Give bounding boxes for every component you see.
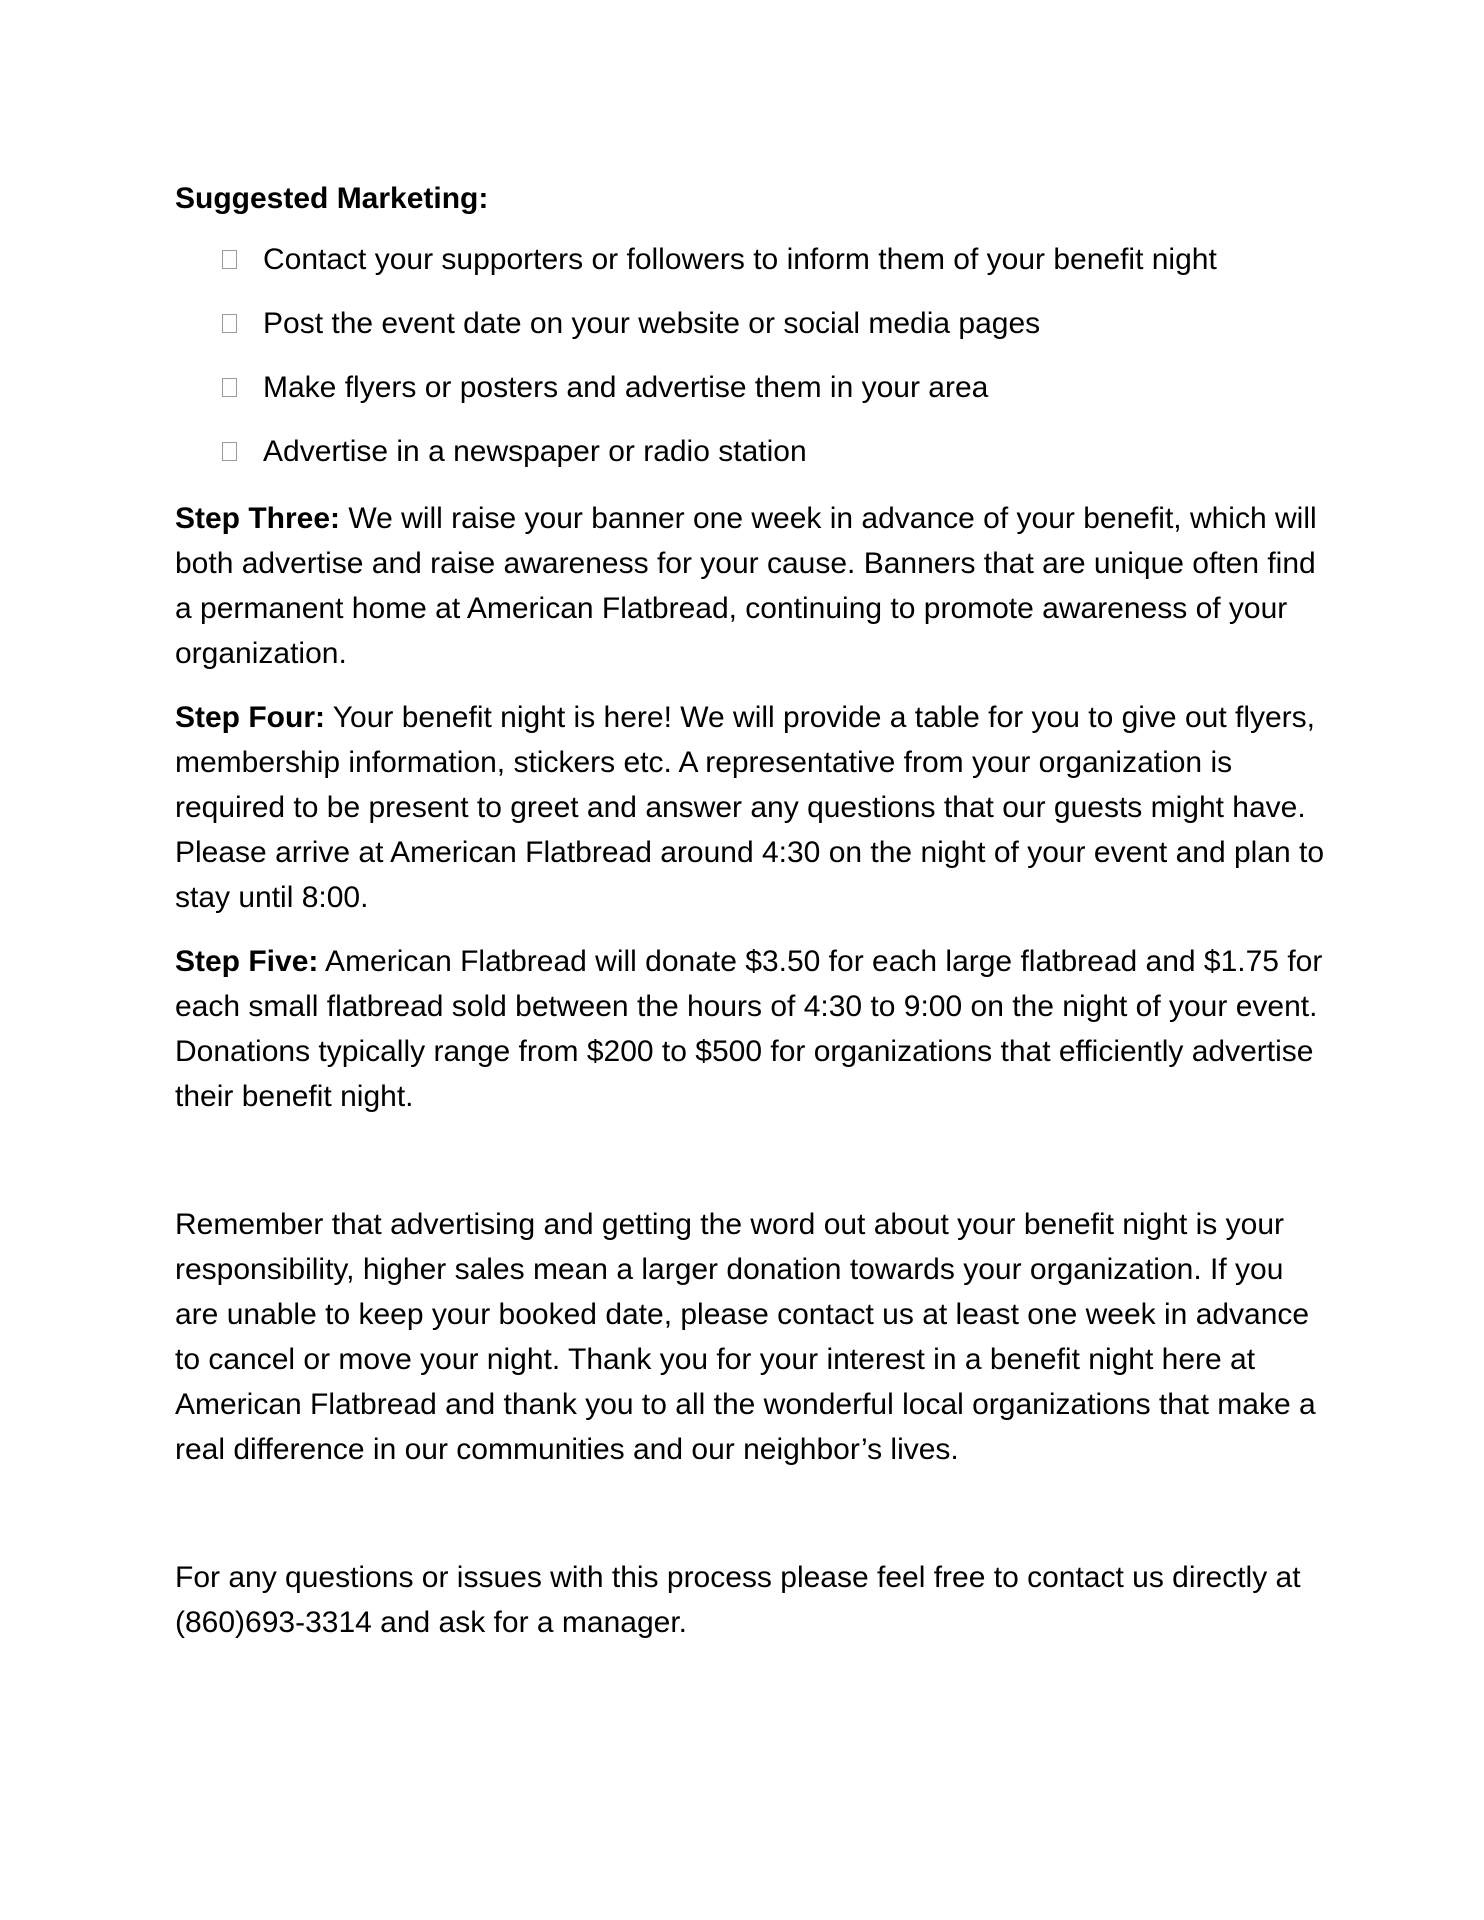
marketing-list [175, 237, 1335, 474]
step-five-paragraph [175, 939, 1335, 1119]
step-five-text: American Flatbread will donate $3.50 for each large flatbread and $1.75 for each small flatbread sold between the hours of 4:30 to 9:00 on the night of your event. Donations typically range from $200 to $500 for organizations that efficiently advertise their benefit night. [175, 945, 1323, 1113]
checkbox-bullet-icon [222, 250, 237, 269]
checkbox-bullet-icon [222, 314, 237, 333]
reminder-paragraph: Remember that advertising and getting the word out about your benefit night is your responsibility, higher sales mean a larger donation towards your organization. If you are unable to keep your booked date, please contact us at least one week in advance to cancel or move your night. Thank you for your interest in a benefit night here at American Flatbread and thank you to all the wonderful local organizations that make a real difference in our communities and our neighbor’s lives. [175, 1208, 1316, 1466]
step-four-paragraph [175, 695, 1335, 920]
document-page [175, 176, 1335, 1664]
list-item-text: Advertise in a newspaper or radio station [263, 435, 807, 468]
step-three-text: We will raise your banner one week in advance of your benefit, which will both advertise and raise awareness for your cause. Banners that are unique often find a permanent home at American Flatbread, continuing to promote awareness of your organization. [175, 502, 1317, 670]
checkbox-bullet-icon [222, 442, 237, 461]
step-four-label: Step Four: [175, 701, 325, 734]
list-item [175, 301, 1335, 346]
list-item-text: Make flyers or posters and advertise them in your area [263, 371, 989, 404]
spacer [175, 1491, 1335, 1555]
list-item-text: Post the event date on your website or social media pages [263, 307, 1041, 340]
list-item [175, 237, 1335, 282]
step-five-label: Step Five: [175, 945, 319, 978]
checkbox-bullet-icon [222, 378, 237, 397]
list-item [175, 365, 1335, 410]
contact-paragraph: For any questions or issues with this process please feel free to contact us directly at (860)693-3314 and ask for a manager. [175, 1561, 1301, 1639]
step-three-paragraph [175, 496, 1335, 676]
suggested-marketing-heading: Suggested Marketing: [175, 182, 489, 215]
step-three-label: Step Three: [175, 502, 341, 535]
step-four-text: Your benefit night is here! We will provide a table for you to give out flyers, membership information, stickers etc. A representative from your organization is required to be present to greet and answer any questions that our guests might have. Please arrive at American Flatbread around 4:30 on the night of your event and plan to stay until 8:00. [175, 701, 1325, 914]
spacer [175, 1138, 1335, 1202]
list-item [175, 429, 1335, 474]
list-item-text: Contact your supporters or followers to inform them of your benefit night [263, 243, 1217, 276]
